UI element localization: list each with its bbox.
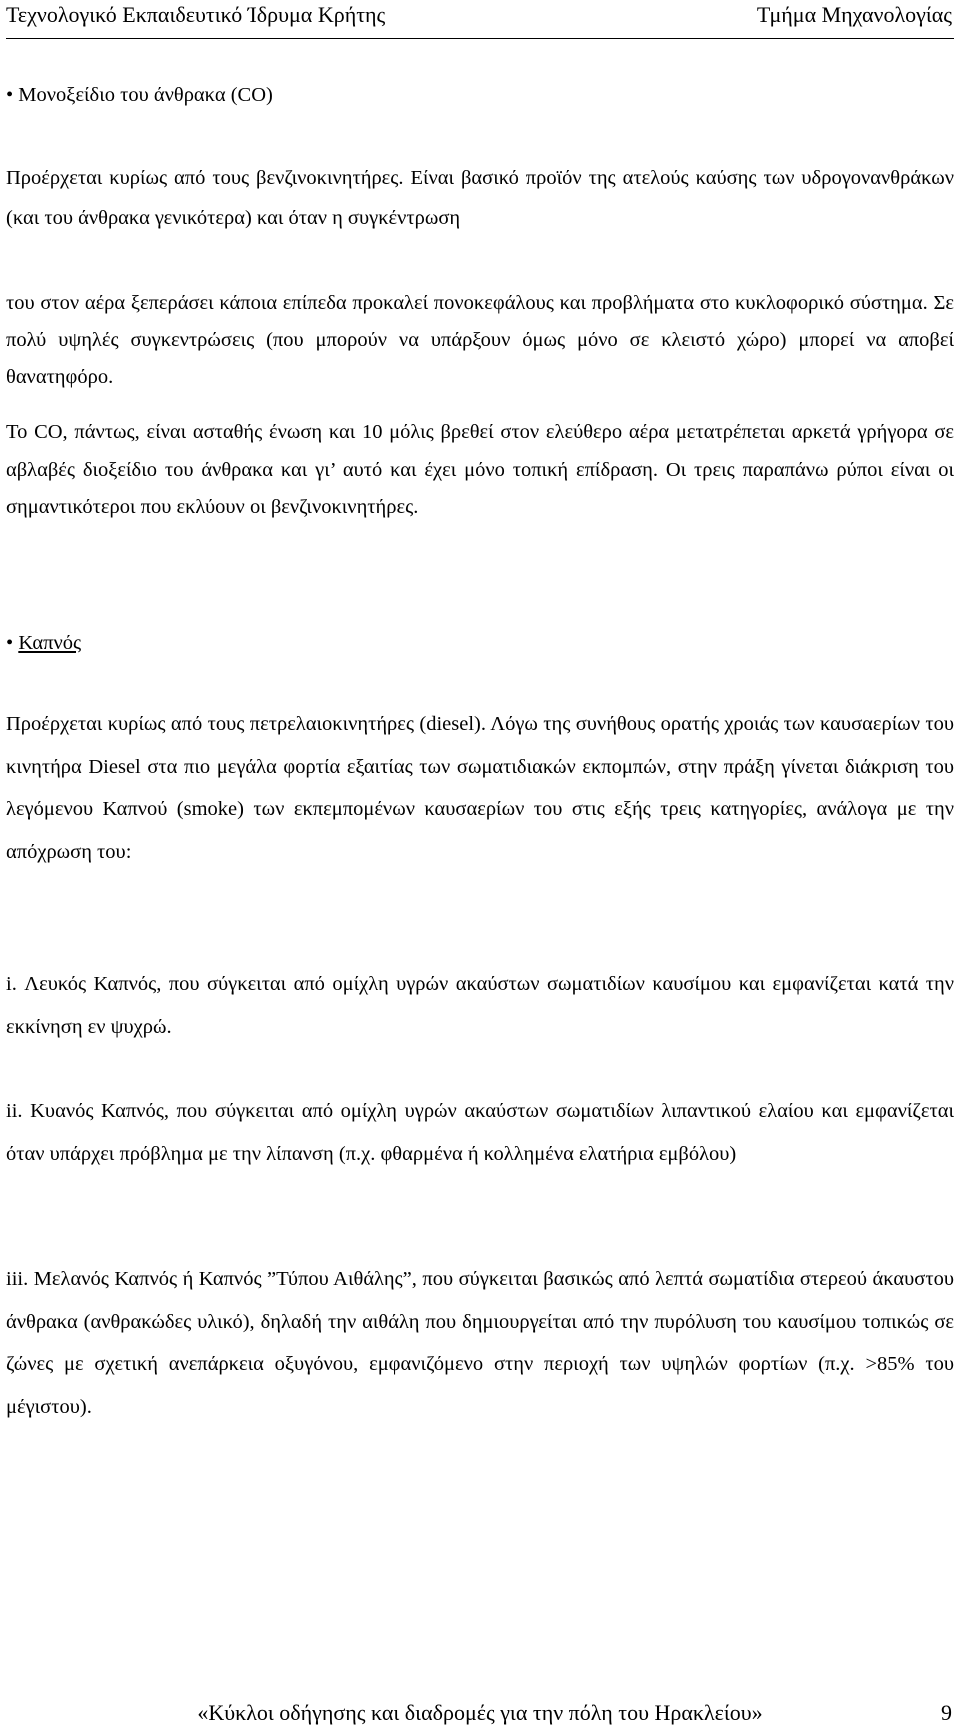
- header-rule: [6, 38, 954, 39]
- smoke-item-iii: iii. Μελανός Καπνός ή Καπνός ”Τύπου Αιθάλης”, που σύγκειται βασικώς από λεπτά σωματίδια στερεού άκαυστου άνθρακα (ανθρακώδες υλικό), δηλαδή την αιθάλη που δημιουργείται από την πυρόλυση του καυσίμου τοπικώς σε ζώνες με σχετική ανεπάρκεια οξυγόνου, εμφανιζόμενο στην περιοχή των υψηλών φορτίων (π.χ. >85% του μέγιστου).: [6, 1268, 954, 1418]
- co-paragraph-2: Το CO, πάντως, είναι ασταθής ένωση και 10 μόλις βρεθεί στον ελεύθερο αέρα μετατρέπεται αρκετά γρήγορα σε αβλαβές διοξείδιο του άνθρακα και γι’ αυτό και έχει μόνο τοπική επίδραση. Οι τρεις παραπάνω ρύποι είναι οι σημαντικότεροι που εκλύουν οι βενζινοκινητήρες.: [6, 421, 954, 518]
- header-department: Τμήμα Μηχανολογίας: [756, 2, 952, 27]
- smoke-item-ii: ii. Κυανός Καπνός, που σύγκειται από ομίχλη υγρών ακαύστων σωματιδίων λιπαντικού ελαίου και εμφανίζεται όταν υπάρχει πρόβλημα με την λίπανση (π.χ. φθαρμένα ή κολλημένα ελατήρια εμβόλου): [6, 1100, 954, 1165]
- page-number: 9: [941, 1700, 952, 1725]
- co-heading: • Μονοξείδιο του άνθρακα (CO): [6, 84, 273, 106]
- smoke-item-i: i. Λευκός Καπνός, που σύγκειται από ομίχλη υγρών ακαύστων σωματιδίων καυσίμου και εμφανίζεται κατά την εκκίνηση εν ψυχρώ.: [6, 973, 954, 1038]
- smoke-bullet: •: [6, 632, 19, 654]
- page-header: [0, 0, 960, 36]
- co-paragraph-1b: του στον αέρα ξεπεράσει κάποια επίπεδα προκαλεί πονοκεφάλους και προβλήματα στο κυκλοφορικό σύστημα. Σε πολύ υψηλές συγκεντρώσεις (που μπορούν να υπάρξουν όμως μόνο σε κλειστό χώρο) μπορεί να αποβεί θανατηφόρο.: [6, 292, 954, 388]
- co-paragraph-1a: Προέρχεται κυρίως από τους βενζινοκινητήρες. Είναι βασικό προϊόν της ατελούς καύσης των υδρογονανθράκων (και του άνθρακα γενικότερα) και όταν η συγκέντρωση: [6, 167, 954, 229]
- smoke-heading-text: Καπνός: [18, 632, 82, 654]
- page-footer: [0, 1700, 960, 1730]
- smoke-paragraph: Προέρχεται κυρίως από τους πετρελαιοκινητήρες (diesel). Λόγω της συνήθους ορατής χροιάς των καυσαερίων του κινητήρα Diesel στα πιο μεγάλα φορτία εξαιτίας των σωματιδιακών εκπομπών, στην πράξη γίνεται διάκριση του λεγόμενου Καπνού (smoke) των εκπεμπομένων καυσαερίων του στις εξής τρεις κατηγορίες, ανάλογα με την απόχρωση του:: [6, 713, 954, 863]
- header-institution: Τεχνολογικό Εκπαιδευτικό Ίδρυμα Κρήτης: [6, 2, 386, 27]
- smoke-heading: [6, 628, 954, 658]
- footer-title: «Κύκλοι οδήγησης και διαδρομές για την πόλη του Ηρακλείου»: [197, 1700, 763, 1725]
